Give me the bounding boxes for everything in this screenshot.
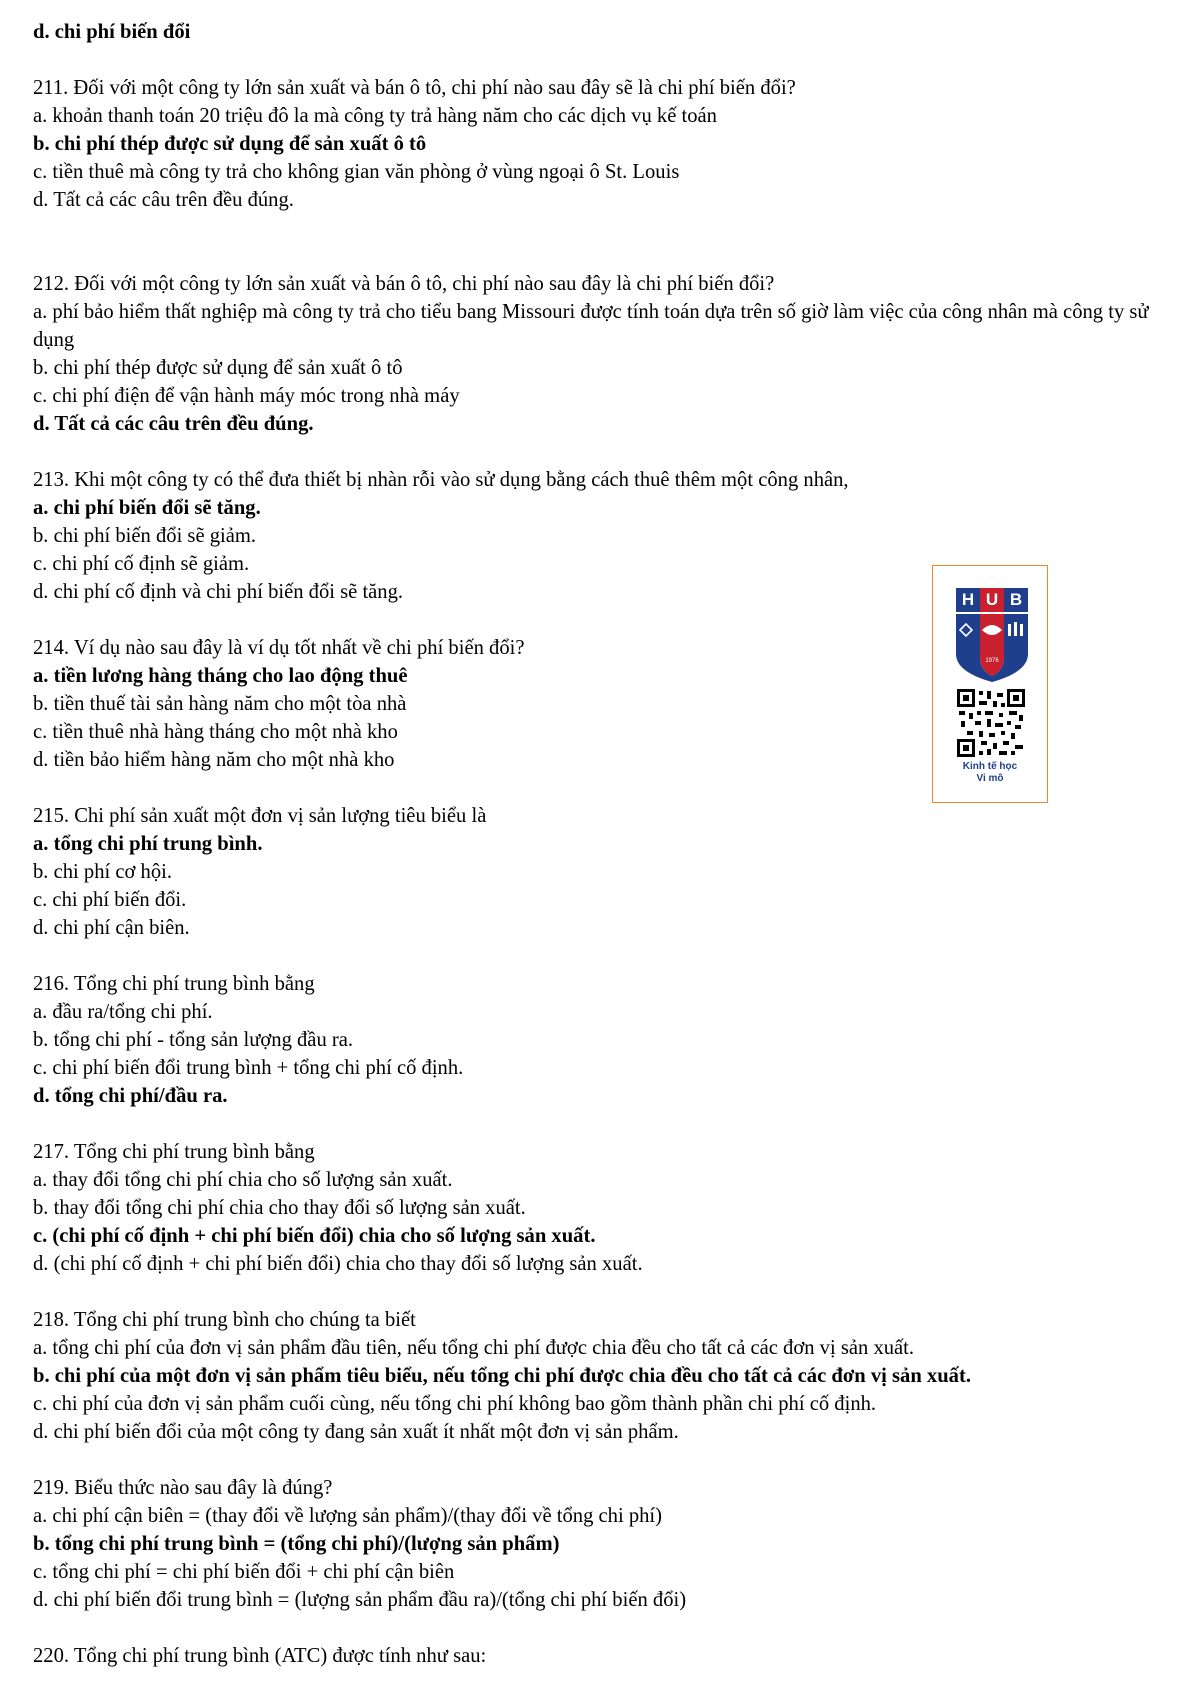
answer-option-correct: a. tiền lương hàng tháng cho lao động thuê bbox=[33, 665, 408, 687]
answer-option: c. chi phí điện để vận hành máy móc trong nhà máy bbox=[33, 385, 460, 407]
question-text: 212. Đối với một công ty lớn sản xuất và bán ô tô, chi phí nào sau đây là chi phí biến đổi? bbox=[33, 273, 775, 295]
answer-option: a. tổng chi phí của đơn vị sản phẩm đầu tiên, nếu tổng chi phí được chia đều cho tất cả các đơn vị sản xuất. bbox=[33, 1337, 915, 1359]
answer-option: a. thay đổi tổng chi phí chia cho số lượng sản xuất. bbox=[33, 1169, 453, 1191]
question-text: 216. Tổng chi phí trung bình bằng bbox=[33, 973, 315, 995]
answer-option-correct: d. tổng chi phí/đầu ra. bbox=[33, 1085, 228, 1107]
answer-option: d. (chi phí cố định + chi phí biến đổi) chia cho thay đổi số lượng sản xuất. bbox=[33, 1253, 643, 1275]
blank-line bbox=[33, 1446, 1158, 1474]
answer-option: a. đầu ra/tổng chi phí. bbox=[33, 1001, 213, 1023]
answer-option: d. chi phí biến đổi trung bình = (lượng sản phẩm đầu ra)/(tổng chi phí biến đổi) bbox=[33, 1589, 687, 1611]
question-text: 211. Đối với một công ty lớn sản xuất và bán ô tô, chi phí nào sau đây sẽ là chi phí biến đổi? bbox=[33, 77, 796, 99]
answer-option: b. chi phí biến đổi sẽ giảm. bbox=[33, 525, 257, 547]
blank-line bbox=[33, 46, 1158, 74]
answer-option: a. phí bảo hiểm thất nghiệp mà công ty trả cho tiểu bang Missouri được tính toán dựa trên số giờ làm việc của công nhân mà công ty sử dụng bbox=[33, 301, 1149, 351]
hub-shield-icon bbox=[956, 614, 1028, 682]
hub-logo-letters bbox=[956, 588, 1028, 612]
answer-option: c. chi phí của đơn vị sản phẩm cuối cùng, nếu tổng chi phí không bao gồm thành phần chi phí cố định. bbox=[33, 1393, 877, 1415]
blank-line bbox=[33, 942, 1158, 970]
answer-option: d. chi phí biến đổi của một công ty đang sản xuất ít nhất một đơn vị sản phẩm. bbox=[33, 1421, 679, 1443]
question-text: 213. Khi một công ty có thể đưa thiết bị nhàn rỗi vào sử dụng bằng cách thuê thêm một công nhân, bbox=[33, 469, 849, 491]
answer-option-correct: b. tổng chi phí trung bình = (tổng chi phí)/(lượng sản phẩm) bbox=[33, 1533, 560, 1555]
question-text: 215. Chi phí sản xuất một đơn vị sản lượng tiêu biểu là bbox=[33, 805, 487, 827]
blank-line bbox=[33, 1110, 1158, 1138]
answer-option: d. chi phí cận biên. bbox=[33, 917, 190, 939]
answer-option: a. chi phí cận biên = (thay đổi về lượng sản phẩm)/(thay đổi về tổng chi phí) bbox=[33, 1505, 663, 1527]
answer-option: c. chi phí biến đổi. bbox=[33, 889, 187, 911]
blank-line bbox=[33, 1278, 1158, 1306]
answer-option: b. tổng chi phí - tổng sản lượng đầu ra. bbox=[33, 1029, 354, 1051]
answer-option-correct: a. tổng chi phí trung bình. bbox=[33, 833, 263, 855]
document-body bbox=[33, 18, 1158, 1670]
blank-line bbox=[33, 438, 1158, 466]
answer-option: c. tổng chi phí = chi phí biến đổi + chi phí cận biên bbox=[33, 1561, 455, 1583]
answer-option-correct: b. chi phí của một đơn vị sản phẩm tiêu biểu, nếu tổng chi phí được chia đều cho tất cả các đơn vị sản xuất. bbox=[33, 1365, 971, 1387]
hub-year-text: 1976 bbox=[985, 658, 999, 664]
answer-option: c. chi phí biến đổi trung bình + tổng chi phí cố định. bbox=[33, 1057, 464, 1079]
answer-option: d. chi phí cố định và chi phí biến đổi sẽ tăng. bbox=[33, 581, 404, 603]
answer-option-correct: a. chi phí biến đổi sẽ tăng. bbox=[33, 497, 261, 519]
answer-option: c. chi phí cố định sẽ giảm. bbox=[33, 553, 250, 575]
answer-option-correct: c. (chi phí cố định + chi phí biến đổi) chia cho số lượng sản xuất. bbox=[33, 1225, 596, 1247]
hub-letter-u: U bbox=[980, 588, 1004, 612]
question-text: 214. Ví dụ nào sau đây là ví dụ tốt nhất về chi phí biến đổi? bbox=[33, 637, 525, 659]
question-text: 218. Tổng chi phí trung bình cho chúng ta biết bbox=[33, 1309, 416, 1331]
blank-line bbox=[33, 1614, 1158, 1642]
logo-caption-subject: Kinh tế học bbox=[962, 761, 1018, 772]
answer-option: a. khoản thanh toán 20 triệu đô la mà công ty trả hàng năm cho các dịch vụ kế toán bbox=[33, 105, 717, 127]
blank-line bbox=[33, 214, 1158, 270]
question-text: 219. Biểu thức nào sau đây là đúng? bbox=[33, 1477, 333, 1499]
answer-option-correct: d. chi phí biến đổi bbox=[33, 21, 191, 43]
answer-option: b. tiền thuế tài sản hàng năm cho một tòa nhà bbox=[33, 693, 407, 715]
hub-logo-card bbox=[932, 565, 1048, 803]
question-text: 217. Tổng chi phí trung bình bằng bbox=[33, 1141, 315, 1163]
answer-option: d. tiền bảo hiểm hàng năm cho một nhà kho bbox=[33, 749, 395, 771]
logo-caption-level: Vi mô bbox=[976, 773, 1004, 784]
answer-option-correct: b. chi phí thép được sử dụng để sản xuất ô tô bbox=[33, 133, 427, 155]
hub-letter-b: B bbox=[1004, 588, 1028, 612]
question-text: 220. Tổng chi phí trung bình (ATC) được tính như sau: bbox=[33, 1645, 487, 1667]
answer-option: c. tiền thuê nhà hàng tháng cho một nhà kho bbox=[33, 721, 398, 743]
hub-letter-h: H bbox=[956, 588, 980, 612]
qr-code-icon bbox=[957, 689, 1025, 757]
answer-option: b. thay đổi tổng chi phí chia cho thay đổi số lượng sản xuất. bbox=[33, 1197, 526, 1219]
answer-option: d. Tất cả các câu trên đều đúng. bbox=[33, 189, 294, 211]
answer-option-correct: d. Tất cả các câu trên đều đúng. bbox=[33, 413, 314, 435]
answer-option: b. chi phí thép được sử dụng để sản xuất ô tô bbox=[33, 357, 403, 379]
answer-option: b. chi phí cơ hội. bbox=[33, 861, 173, 883]
answer-option: c. tiền thuê mà công ty trả cho không gian văn phòng ở vùng ngoại ô St. Louis bbox=[33, 161, 680, 183]
